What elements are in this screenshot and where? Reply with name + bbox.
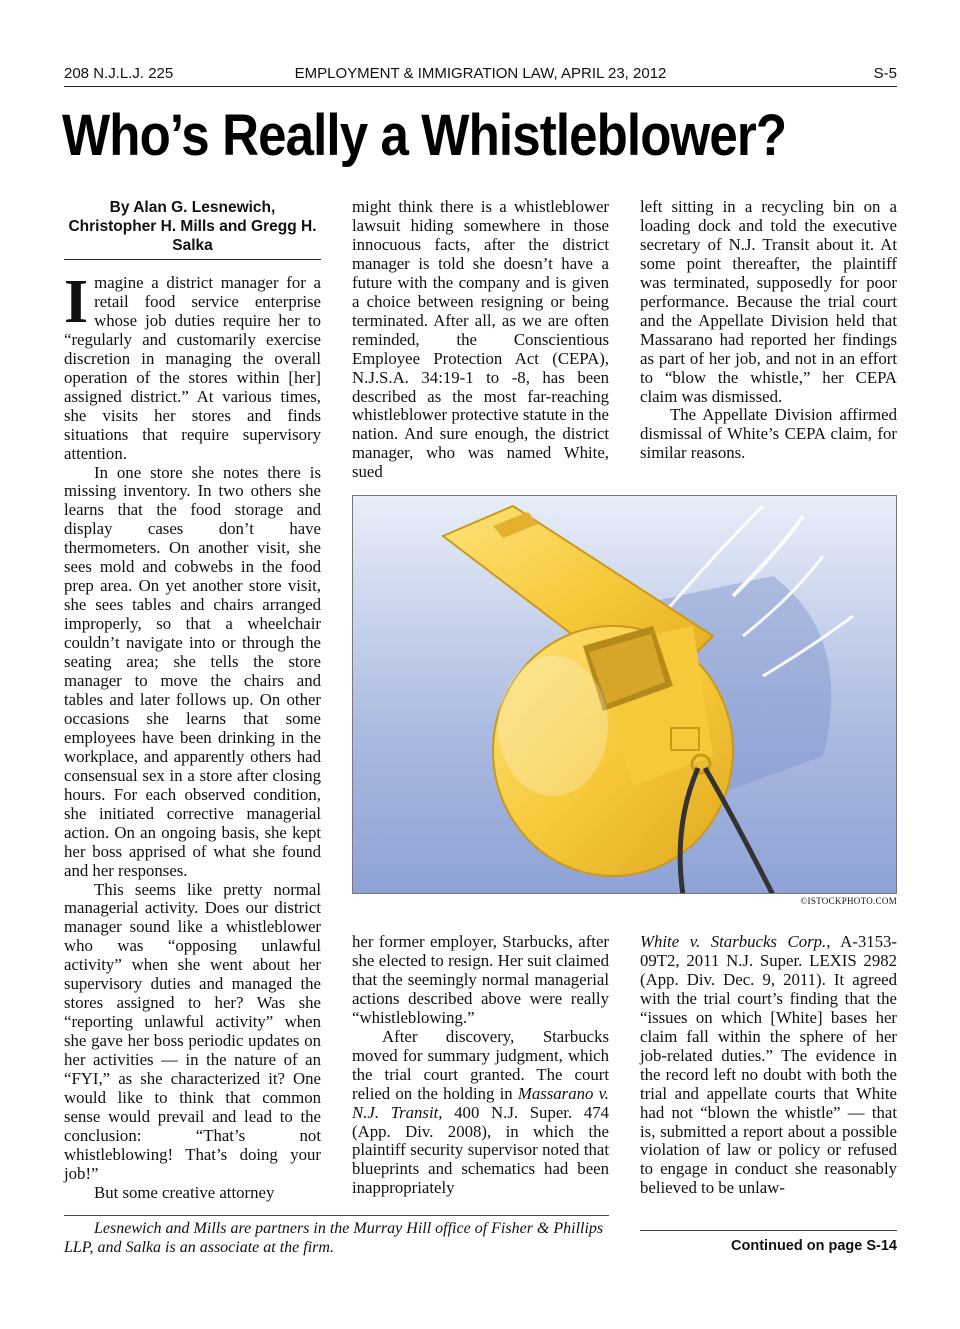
paragraph: In one store she notes there is missing inventory. In two others she learns that the food storage and display cases don’t have thermometers. On another visit, she sees mold and cobwebs in the food prep area. On yet another store visit, she sees tables and chairs arranged improperly, so that a wheelchair couldn’t navigate into or through the seating area; she tells the store manager to move the chairs and tables and later follows up. On other occasions she learns that some employees have been drinking in the workplace, and apparently others had consensual sex in a store after closing hours. For each observed condition, she initiated corrective managerial action. On an ongoing basis, she kept her boss apprised of what she found and her responses. <box>64 462 321 880</box>
paragraph: White v. Starbucks Corp., A-3153-09T2, 2011 N.J. Super. LEXIS 2982 (App. Div. Dec. 9, 2011). It agreed with the trial court’s finding that the “issues on which [White] bases her claim fall within the sphere of her job-related duties.” The evidence in the record left no doubt with both the trial and appellate courts that White had not “blown the whistle” — that is, submitted a report about a possible violation of law or policy or refused to engage in conduct she reasonably believed to be unlaw- <box>640 932 898 1198</box>
author-footnote: Lesnewich and Mills are partners in the Murray Hill office of Fisher & Phillips LLP, and Salka is an associate at the firm. <box>64 1220 604 1256</box>
case-citation: White v. Starbucks Corp. <box>640 932 827 951</box>
photo-credit: ©ISTOCKPHOTO.COM <box>800 896 897 906</box>
paragraph: But some creative attorney <box>94 1182 275 1202</box>
paragraph: her former employer, Starbucks, after she elected to resign. Her suit claimed that the seemingly normal managerial actions described above were really “whistleblowing.” <box>352 932 609 1027</box>
case-citation: Massarano v. N.J. Transit, <box>352 1083 609 1122</box>
continued-divider <box>640 1230 897 1231</box>
article-column-3-bottom <box>640 933 897 1198</box>
footnote-divider <box>64 1215 609 1216</box>
header-section-date: EMPLOYMENT & IMMIGRATION LAW, APRIL 23, 2012 <box>294 65 667 82</box>
paragraph: might think there is a whistleblower lawsuit hiding somewhere in those innocuous facts, after the district manager is told she doesn’t have a future with the company and is given a choice between resigning or being terminated. After all, as we are often reminded, the Conscientious Employee Protection Act (CEPA), N.J.S.A. 34:19-1 to -8, has been described as the most far-reaching whistleblower protective statute in the nation. And sure enough, the district manager, who was named White, sued <box>352 197 609 482</box>
continued-on-page: Continued on page S-14 <box>731 1238 897 1254</box>
whistle-icon <box>353 496 897 894</box>
paragraph: This seems like pretty normal managerial activity. Does our district manager sound like a whistleblower who was “opposing unlawful activity” when she went about her supervisory duties and managed the stores assigned to her? Was she “reporting unlawful activity” when she gave her boss periodic updates on her activities — in the nature of an “FYI,” as she characterized it? One would like to think that common sense would prevail and lead to the conclusion: “That’s not whistleblowing! That’s doing your job!” <box>64 879 321 1183</box>
paragraph: left sitting in a recycling bin on a loading dock and told the executive secretary of N.J. Transit about it. At some point thereafter, the plaintiff was terminated, supposedly for poor performance. Because the trial court and the Appellate Division held that Massarano had reported her findings as part of her job, and not in an effort to “blow the whistle,” her CEPA claim was dismissed. <box>640 197 897 406</box>
byline: By Alan G. Lesnewich, Christopher H. Mills and Gregg H. Salka <box>64 198 321 260</box>
drop-cap: I <box>64 268 89 336</box>
paragraph-intro: Imagine a district manager for a retail food service enterprise whose job duties require her to “regularly and customarily exercise discretion in managing the overall operation of the stores within [her] assigned district.” At various times, she visits her stores and finds situations that require supervisory attention. <box>64 268 321 463</box>
article-column-1 <box>64 198 321 1203</box>
header-page-number: S-5 <box>873 65 897 82</box>
article-column-3-top <box>640 198 897 463</box>
article-column-2-top <box>352 198 609 482</box>
whistle-illustration <box>352 495 897 894</box>
article-column-2-bottom <box>352 933 609 1198</box>
page-header <box>64 62 897 87</box>
headline: Who’s Really a Whistleblower? <box>62 103 787 168</box>
paragraph: The Appellate Division affirmed dismissal of White’s CEPA claim, for similar reasons. <box>640 405 897 463</box>
paragraph: After discovery, Starbucks moved for summary judgment, which the trial court granted. The court relied on the holding in Massarano v. N.J. Transit, 400 N.J. Super. 474 (App. Div. 2008), in which the plaintiff security supervisor noted that blueprints and schematics had been inappropriately <box>352 1026 609 1198</box>
header-citation: 208 N.J.L.J. 225 <box>64 65 174 82</box>
